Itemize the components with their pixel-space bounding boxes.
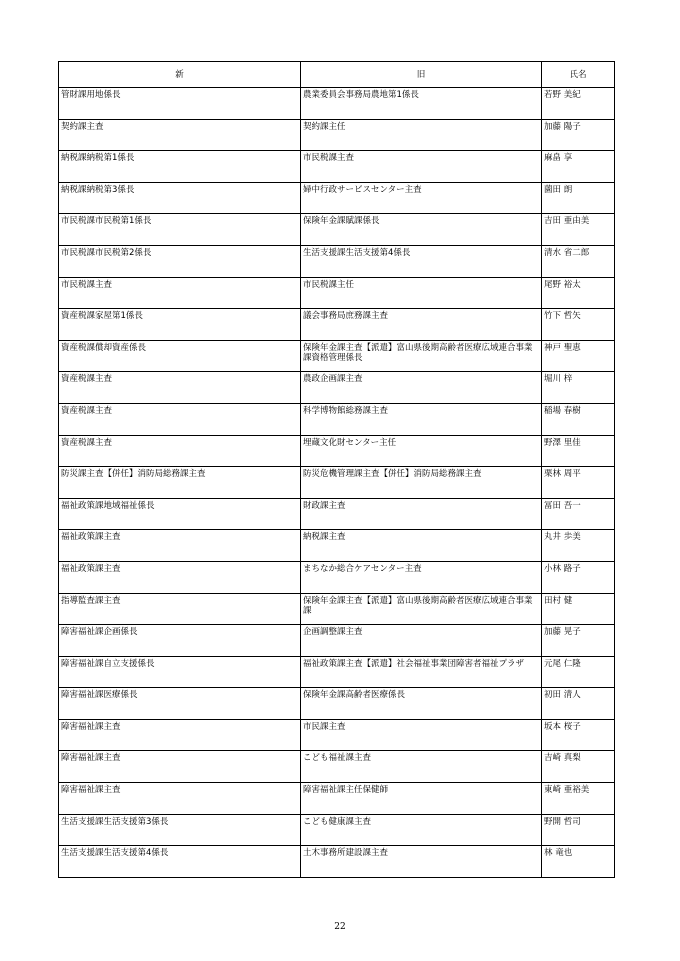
table-row (59, 214, 615, 246)
cell-old-position: 市民税課主任 (301, 277, 542, 309)
table-row (59, 467, 615, 499)
cell-new-position: 障害福祉課自立支援係長 (59, 656, 301, 688)
cell-name: 薗田 朗 (542, 182, 615, 214)
cell-name: 林 竜也 (542, 846, 615, 878)
cell-new-position: 市民税課主査 (59, 277, 301, 309)
table-row (59, 151, 615, 183)
cell-name: 東崎 亜裕美 (542, 783, 615, 815)
table-row (59, 498, 615, 530)
cell-name: 堀川 梓 (542, 372, 615, 404)
cell-name: 加藤 晃子 (542, 625, 615, 657)
cell-new-position: 指導監査課主査 (59, 593, 301, 625)
cell-old-position: 市民税課主査 (301, 151, 542, 183)
cell-new-position: 納税課納税第1係長 (59, 151, 301, 183)
cell-name: 栗林 周平 (542, 467, 615, 499)
cell-name: 坂本 桜子 (542, 719, 615, 751)
cell-old-position: 障害福祉課主任保健師 (301, 783, 542, 815)
table-row (59, 719, 615, 751)
table-row (59, 88, 615, 120)
cell-old-position: こども健康課主査 (301, 814, 542, 846)
cell-new-position: 障害福祉課主査 (59, 751, 301, 783)
cell-new-position: 障害福祉課主査 (59, 719, 301, 751)
cell-name: 野開 哲司 (542, 814, 615, 846)
cell-new-position: 障害福祉課医療係長 (59, 688, 301, 720)
cell-new-position: 障害福祉課主査 (59, 783, 301, 815)
cell-name: 神戸 聖恵 (542, 340, 615, 372)
cell-new-position: 納税課納税第3係長 (59, 182, 301, 214)
cell-new-position: 生活支援課生活支援第4係長 (59, 846, 301, 878)
cell-old-position: 財政課主査 (301, 498, 542, 530)
table-row (59, 814, 615, 846)
cell-old-position: 議会事務局庶務課主査 (301, 309, 542, 341)
table-row (59, 245, 615, 277)
cell-new-position: 防災課主査【併任】消防局総務課主査 (59, 467, 301, 499)
cell-new-position: 資産税課主査 (59, 403, 301, 435)
table-row (59, 593, 615, 625)
cell-new-position: 資産税課主査 (59, 435, 301, 467)
cell-name: 加藤 陽子 (542, 119, 615, 151)
cell-new-position: 市民税課市民税第1係長 (59, 214, 301, 246)
cell-old-position: まちなか総合ケアセンター主査 (301, 561, 542, 593)
header-name: 氏名 (542, 62, 615, 88)
cell-old-position: 市民課主査 (301, 719, 542, 751)
cell-new-position: 管財課用地係長 (59, 88, 301, 120)
cell-new-position: 市民税課市民税第2係長 (59, 245, 301, 277)
cell-name: 田村 健 (542, 593, 615, 625)
table-row (59, 561, 615, 593)
cell-name: 冨田 吾一 (542, 498, 615, 530)
cell-name: 尾野 裕太 (542, 277, 615, 309)
table-row (59, 403, 615, 435)
cell-old-position: 生活支援課生活支援第4係長 (301, 245, 542, 277)
cell-name: 小林 路子 (542, 561, 615, 593)
cell-old-position: 福祉政策課主査【派遣】社会福祉事業団障害者福祉プラザ (301, 656, 542, 688)
cell-name: 野澤 里佳 (542, 435, 615, 467)
cell-name: 初田 清人 (542, 688, 615, 720)
table-row (59, 783, 615, 815)
cell-new-position: 資産税課償却資産係長 (59, 340, 301, 372)
cell-name: 元尾 仁隆 (542, 656, 615, 688)
cell-name: 稲場 春樹 (542, 403, 615, 435)
cell-name: 竹下 哲矢 (542, 309, 615, 341)
cell-old-position: 保険年金課賦課係長 (301, 214, 542, 246)
table-row (59, 309, 615, 341)
table-row (59, 340, 615, 372)
cell-new-position: 福祉政策課主査 (59, 561, 301, 593)
header-old: 旧 (301, 62, 542, 88)
table-row (59, 182, 615, 214)
cell-old-position: 契約課主任 (301, 119, 542, 151)
cell-new-position: 福祉政策課地域福祉係長 (59, 498, 301, 530)
cell-old-position: 土木事務所建設課主査 (301, 846, 542, 878)
table-header-row (59, 62, 615, 88)
table-row (59, 119, 615, 151)
cell-old-position: 農政企画課主査 (301, 372, 542, 404)
cell-old-position: 科学博物館総務課主査 (301, 403, 542, 435)
cell-old-position: 埋蔵文化財センター主任 (301, 435, 542, 467)
table-row (59, 530, 615, 562)
cell-old-position: 納税課主査 (301, 530, 542, 562)
cell-new-position: 資産税課主査 (59, 372, 301, 404)
cell-new-position: 資産税課家屋第1係長 (59, 309, 301, 341)
cell-new-position: 生活支援課生活支援第3係長 (59, 814, 301, 846)
cell-new-position: 福祉政策課主査 (59, 530, 301, 562)
cell-old-position: 保険年金課主査【派遣】富山県後期高齢者医療広域連合事業課 (301, 593, 542, 625)
table-row (59, 846, 615, 878)
table-row (59, 625, 615, 657)
table-row (59, 656, 615, 688)
table-row (59, 751, 615, 783)
personnel-table (58, 61, 615, 878)
cell-old-position: 防災危機管理課主査【併任】消防局総務課主査 (301, 467, 542, 499)
cell-old-position: 婦中行政サービスセンター主査 (301, 182, 542, 214)
cell-old-position: 農業委員会事務局農地第1係長 (301, 88, 542, 120)
cell-name: 吉田 亜由美 (542, 214, 615, 246)
cell-new-position: 障害福祉課企画係長 (59, 625, 301, 657)
table-row (59, 688, 615, 720)
header-new: 新 (59, 62, 301, 88)
table-row (59, 277, 615, 309)
cell-old-position: 企画調整課主査 (301, 625, 542, 657)
page-number: 22 (334, 922, 346, 932)
cell-name: 麻畠 享 (542, 151, 615, 183)
cell-old-position: 保険年金課主査【派遣】富山県後期高齢者医療広域連合事業課資格管理係長 (301, 340, 542, 372)
table-row (59, 372, 615, 404)
cell-old-position: こども福祉課主査 (301, 751, 542, 783)
cell-name: 清水 省二郎 (542, 245, 615, 277)
table-row (59, 435, 615, 467)
cell-new-position: 契約課主査 (59, 119, 301, 151)
cell-name: 若野 美紀 (542, 88, 615, 120)
cell-name: 丸井 歩美 (542, 530, 615, 562)
cell-name: 吉崎 真梨 (542, 751, 615, 783)
cell-old-position: 保険年金課高齢者医療係長 (301, 688, 542, 720)
